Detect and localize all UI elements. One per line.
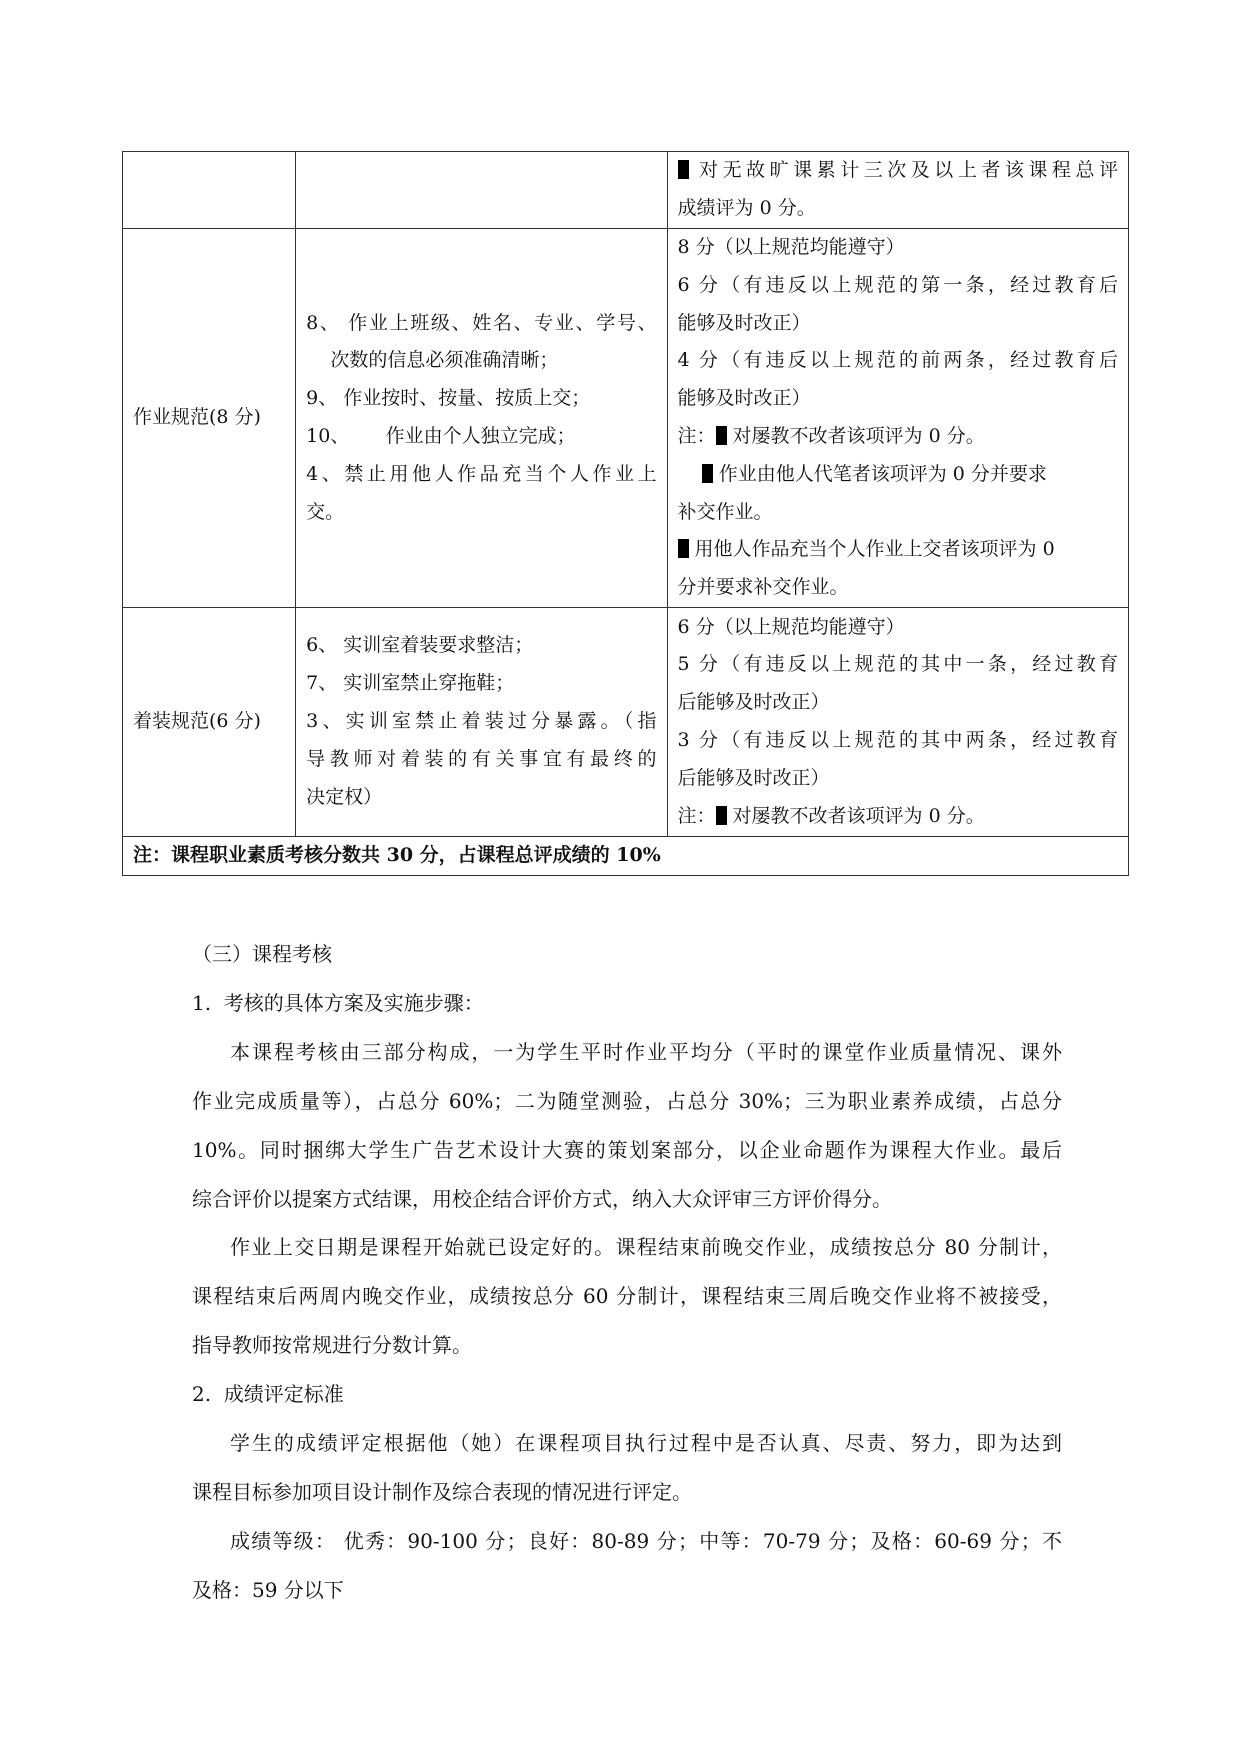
requirement-line: 导教师对着装的有关事宜有最终的 bbox=[306, 747, 657, 770]
scoring-text: 5 分（有违反以上规范的其中一条，经过教育 bbox=[677, 653, 1118, 676]
table-row bbox=[123, 152, 1129, 229]
requirement-line: 10、 作业由个人独立完成； bbox=[306, 424, 576, 447]
scoring-line bbox=[678, 380, 1118, 418]
scoring-line bbox=[678, 190, 1118, 228]
scoring-text: 能够及时改正） bbox=[677, 311, 811, 334]
scoring-prefix bbox=[678, 463, 702, 485]
paragraph-line: 10%。同时捆绑大学生广告艺术设计大赛的策划案部分，以企业命题作为课程大作业。最后 bbox=[192, 1137, 1062, 1162]
scoring-text: 分并要求补交作业。 bbox=[677, 576, 849, 599]
scoring-text: 用他人作品充当个人作业上交者该项评为 0 bbox=[694, 538, 1055, 561]
scoring-line bbox=[678, 456, 1118, 494]
scoring-line bbox=[678, 798, 1118, 836]
paragraph-grade-levels bbox=[192, 1517, 1062, 1615]
scoring-line bbox=[678, 569, 1118, 607]
scoring-text: 3 分（有违反以上规范的其中两条，经过教育 bbox=[677, 728, 1118, 751]
scoring-line bbox=[678, 342, 1118, 380]
scoring-text: 后能够及时改正） bbox=[677, 766, 830, 789]
scoring-line bbox=[678, 494, 1118, 532]
scoring-text: 后能够及时改正） bbox=[677, 691, 830, 714]
scoring-text: 4 分（有违反以上规范的前两条，经过教育后 bbox=[677, 349, 1118, 372]
bullet-block-icon bbox=[716, 426, 727, 445]
course-assessment-section bbox=[192, 930, 1062, 1615]
criterion-cell bbox=[123, 152, 296, 229]
scoring-cell bbox=[667, 229, 1128, 608]
bullet-block-icon bbox=[716, 806, 727, 825]
requirement-line: 决定权） bbox=[306, 785, 383, 808]
scoring-text: 6 分（以上规范均能遵守） bbox=[677, 615, 905, 638]
scoring-text: 补交作业。 bbox=[677, 500, 773, 523]
scoring-cell bbox=[667, 152, 1128, 229]
paragraph-line: 课程结束后两周内晚交作业，成绩按总分 60 分制计，课程结束三周后晚交作业将不被接受， bbox=[192, 1284, 1062, 1309]
paragraph-line: 指导教师按常规进行分数计算。 bbox=[192, 1333, 472, 1358]
requirements-cell bbox=[296, 152, 667, 229]
requirement-line: 交。 bbox=[306, 500, 345, 523]
scoring-text: 对屡教不改者该项评为 0 分。 bbox=[732, 424, 985, 447]
bullet-block-icon bbox=[702, 464, 713, 483]
paragraph-grading-basis bbox=[192, 1419, 1062, 1517]
requirement-line: 9、 作业按时、按量、按质上交； bbox=[306, 387, 591, 410]
paragraph-line: 学生的成绩评定根据他（她）在课程项目执行过程中是否认真、尽责、努力，即为达到 bbox=[230, 1431, 1062, 1456]
scoring-line bbox=[678, 646, 1118, 684]
requirement-line: 7、 实训室禁止穿拖鞋； bbox=[306, 672, 515, 695]
paragraph-line: 作业上交日期是课程开始就已设定好的。课程结束前晚交作业，成绩按总分 80 分制计， bbox=[230, 1235, 1062, 1260]
assessment-table bbox=[122, 151, 1129, 876]
paragraph-line: 综合评价以提案方式结课，用校企结合评价方式，纳入大众评审三方评价得分。 bbox=[192, 1186, 892, 1211]
table-row bbox=[123, 229, 1129, 608]
paragraph-line: 作业完成质量等），占总分 60%；二为随堂测验，占总分 30%；三为职业素养成绩，占总分 bbox=[192, 1088, 1062, 1113]
paragraph-submission-deadline bbox=[192, 1223, 1062, 1370]
requirement-line: 4、禁止用他人作品充当个人作业上 bbox=[306, 462, 657, 485]
subheading-2: 2. 成绩评定标准 bbox=[192, 1382, 344, 1407]
criterion-cell: 作业规范(8 分) bbox=[123, 229, 296, 608]
paragraph-assessment-plan bbox=[192, 1028, 1062, 1224]
table-note: 注：课程职业素质考核分数共 30 分，占课程总评成绩的 10% bbox=[123, 836, 1129, 875]
requirement-line: 3、实训室禁止着装过分暴露。（指 bbox=[306, 710, 657, 733]
scoring-text: 能够及时改正） bbox=[677, 387, 811, 410]
paragraph-line: 成绩等级： 优秀：90-100 分；良好：80-89 分；中等：70-79 分；及格：60-69 分；不 bbox=[230, 1528, 1062, 1553]
paragraph-line: 及格：59 分以下 bbox=[192, 1577, 344, 1602]
scoring-line bbox=[678, 305, 1118, 343]
table-row bbox=[123, 836, 1129, 875]
scoring-text: 对屡教不改者该项评为 0 分。 bbox=[732, 804, 985, 827]
requirement-line: 8、 作业上班级、姓名、专业、学号、 bbox=[306, 311, 657, 334]
scoring-line bbox=[678, 760, 1118, 798]
scoring-line bbox=[678, 531, 1118, 569]
scoring-line bbox=[678, 229, 1118, 267]
bullet-block-icon bbox=[678, 160, 689, 179]
requirement-line: 6、 实训室着装要求整洁； bbox=[306, 634, 534, 657]
subheading-1: 1. 考核的具体方案及实施步骤： bbox=[192, 990, 484, 1015]
bullet-block-icon bbox=[678, 539, 689, 558]
scoring-prefix: 注： bbox=[677, 424, 716, 447]
scoring-line bbox=[678, 684, 1118, 722]
scoring-text: 作业由他人代笔者该项评为 0 分并要求 bbox=[718, 462, 1047, 485]
scoring-line bbox=[678, 152, 1118, 190]
scoring-line bbox=[678, 722, 1118, 760]
requirements-cell bbox=[296, 607, 667, 836]
criterion-cell: 着装规范(6 分) bbox=[123, 607, 296, 836]
paragraph-line: 本课程考核由三部分构成，一为学生平时作业平均分（平时的课堂作业质量情况、课外 bbox=[230, 1039, 1062, 1064]
scoring-line bbox=[678, 609, 1118, 647]
scoring-text: 成绩评为 0 分。 bbox=[677, 197, 816, 219]
scoring-text: 对无故旷课累计三次及以上者该课程总评 bbox=[694, 159, 1118, 182]
scoring-prefix: 注： bbox=[677, 804, 716, 827]
table-row bbox=[123, 607, 1129, 836]
scoring-text: 8 分（以上规范均能遵守） bbox=[677, 236, 905, 258]
scoring-line bbox=[678, 418, 1118, 456]
requirements-cell bbox=[296, 229, 667, 608]
section-heading: （三）课程考核 bbox=[192, 942, 332, 966]
scoring-cell bbox=[667, 607, 1128, 836]
requirement-line: 次数的信息必须准确清晰； bbox=[306, 349, 559, 372]
scoring-text: 6 分（有违反以上规范的第一条，经过教育后 bbox=[677, 273, 1118, 296]
paragraph-line: 课程目标参加项目设计制作及综合表现的情况进行评定。 bbox=[192, 1479, 692, 1504]
scoring-line bbox=[678, 267, 1118, 305]
